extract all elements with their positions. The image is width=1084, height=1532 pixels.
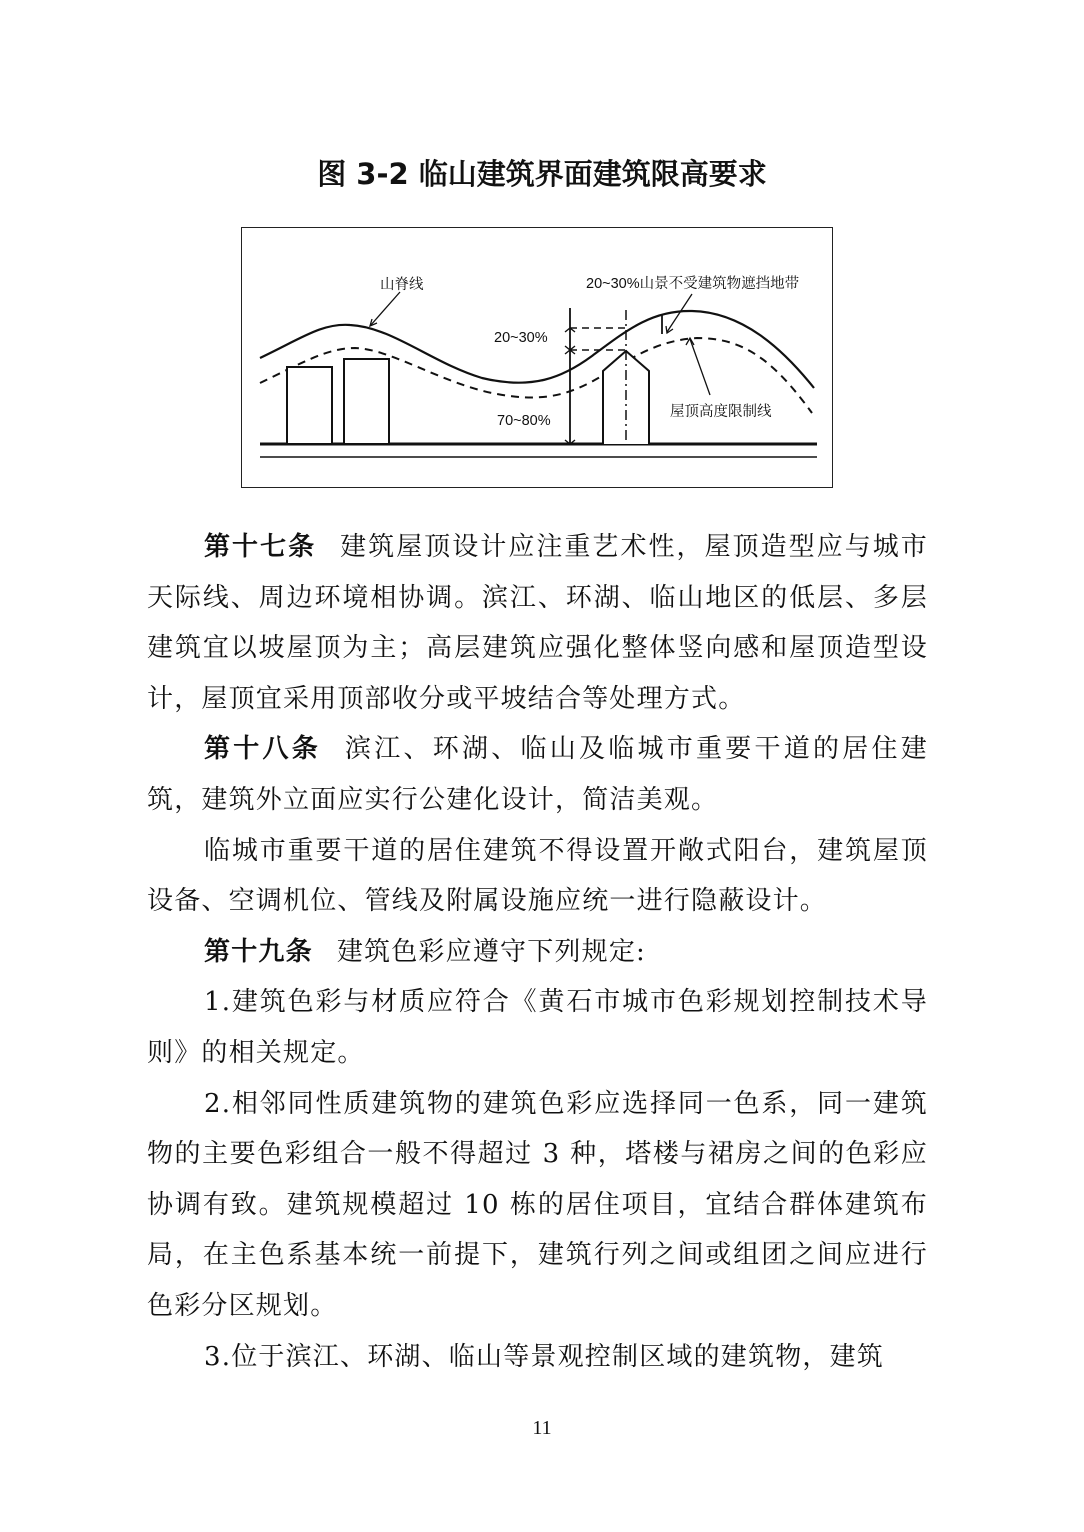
label-unobstructed-band: 20~30%山景不受建筑物遮挡地带 xyxy=(586,276,800,292)
paragraph-3 xyxy=(147,826,928,927)
paragraph-6 xyxy=(147,1079,928,1332)
paragraph-2 xyxy=(147,724,928,825)
article-heading: 第十七条 xyxy=(204,532,317,562)
paragraph-text: 2.相邻同性质建筑物的建筑色彩应选择同一色系，同一建筑物的主要色彩组合一般不得超过 3 种，塔楼与裙房之间的色彩应协调有致。建筑规模超过 10 栋的居住项目，宜结合群体建筑布局，在主色系基本统一前提下，建筑行列之间或组团之间应进行色彩分区规划。 xyxy=(147,1088,928,1321)
paragraph-text: 建筑屋顶设计应注重艺术性，屋顶造型应与城市天际线、周边环境相协调。滨江、环湖、临山地区的低层、多层建筑宜以坡屋顶为主；高层建筑应强化整体竖向感和屋顶造型设计，屋顶宜采用顶部收分或平坡结合等处理方式。 xyxy=(147,532,928,714)
paragraph-5 xyxy=(147,977,928,1078)
paragraph-text: 滨江、环湖、临山及临城市重要干道的居住建筑，建筑外立面应实行公建化设计，简洁美观。 xyxy=(147,734,928,815)
paragraph-7 xyxy=(147,1332,928,1383)
roof-limit-curve xyxy=(260,338,812,413)
body-text xyxy=(147,522,928,1382)
label-lower-ratio: 70~80% xyxy=(497,413,551,429)
article-heading: 第十八条 xyxy=(204,734,322,765)
paragraph-4 xyxy=(147,927,928,978)
paragraph-1 xyxy=(147,522,928,724)
article-heading: 第十九条 xyxy=(204,936,313,967)
ridge-leader xyxy=(370,292,400,326)
paragraph-text: 1.建筑色彩与材质应符合《黄石市城市色彩规划控制技术导则》的相关规定。 xyxy=(147,987,928,1068)
building-middle xyxy=(344,359,389,444)
figure-title: 图 3-2 临山建筑界面建筑限高要求 xyxy=(317,157,767,191)
paragraph-text: 3.位于滨江、环湖、临山等景观控制区域的建筑物，建筑 xyxy=(204,1341,885,1372)
label-ridge-line: 山脊线 xyxy=(380,277,424,293)
building-left xyxy=(287,367,332,444)
figure-diagram xyxy=(241,227,833,488)
paragraph-text: 临城市重要干道的居住建筑不得设置开敞式阳台，建筑屋顶设备、空调机位、管线及附属设施应统一进行隐蔽设计。 xyxy=(147,835,928,917)
roof-limit-leader xyxy=(690,339,710,395)
building-height-diagram xyxy=(242,228,834,489)
paragraph-text: 建筑色彩应遵守下列规定: xyxy=(336,936,646,967)
label-roof-limit-line: 屋顶高度限制线 xyxy=(670,404,772,420)
label-upper-ratio: 20~30% xyxy=(494,330,548,346)
page-number: 11 xyxy=(532,1417,552,1439)
